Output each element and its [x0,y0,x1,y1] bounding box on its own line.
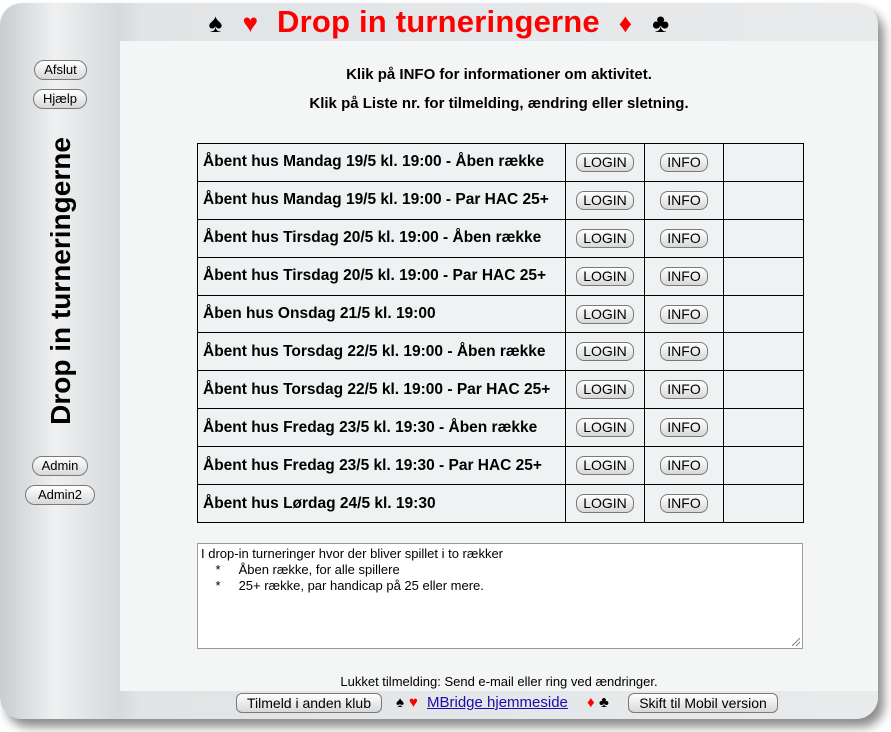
empty-cell [724,447,804,485]
table-row [198,181,804,219]
info-button[interactable]: INFO [660,342,707,361]
table-row [198,257,804,295]
heart-icon: ♥ [242,8,259,38]
info-button[interactable]: INFO [660,305,707,324]
page-title-text: Drop in turneringerne [277,4,600,39]
login-button[interactable]: LOGIN [576,380,634,399]
empty-cell [724,409,804,447]
event-name: Åbent hus Torsdag 22/5 kl. 19:00 - Åben række [198,333,566,371]
closed-registration-note: Lukket tilmelding: Send e-mail eller ring ved ændringer. [340,674,658,689]
help-button[interactable]: Hjælp [33,89,87,109]
empty-cell [724,144,804,182]
table-row [198,295,804,333]
table-row [198,371,804,409]
event-name: Åbent hus Fredag 23/5 kl. 19:30 - Åben række [198,409,566,447]
empty-cell [724,371,804,409]
heart-icon: ♥ [409,694,418,711]
login-button[interactable]: LOGIN [576,191,634,210]
event-name: Åbent hus Mandag 19/5 kl. 19:00 - Par HAC 25+ [198,181,566,219]
table-row [198,409,804,447]
event-name: Åben hus Onsdag 21/5 kl. 19:00 [198,295,566,333]
sidebar [0,41,120,691]
main-content [120,41,878,691]
vertical-title-text: Drop in turneringerne [45,137,76,425]
empty-cell [724,295,804,333]
spade-icon: ♠ [208,8,223,38]
club-icon: ♣ [599,694,609,711]
admin2-button[interactable]: Admin2 [25,485,95,505]
info-button[interactable]: INFO [660,418,707,437]
instruction-info: Klik på INFO for informationer om aktivitet. [346,66,652,83]
exit-button[interactable]: Afslut [34,60,87,80]
info-button[interactable]: INFO [660,153,707,172]
info-button[interactable]: INFO [660,267,707,286]
event-name: Åbent hus Mandag 19/5 kl. 19:00 - Åben række [198,144,566,182]
info-button[interactable]: INFO [660,380,707,399]
login-button[interactable]: LOGIN [576,229,634,248]
login-button[interactable]: LOGIN [576,342,634,361]
event-name: Åbent hus Tirsdag 20/5 kl. 19:00 - Par HAC 25+ [198,257,566,295]
diamond-icon: ♦ [587,694,595,711]
login-button[interactable]: LOGIN [576,418,634,437]
page-title [0,3,878,41]
event-name: Åbent hus Tirsdag 20/5 kl. 19:00 - Åben række [198,219,566,257]
other-club-button[interactable]: Tilmeld i anden klub [236,693,382,713]
empty-cell [724,219,804,257]
info-button[interactable]: INFO [660,191,707,210]
instruction-list: Klik på Liste nr. for tilmelding, ændring eller sletning. [309,95,689,112]
empty-cell [724,181,804,219]
login-button[interactable]: LOGIN [576,267,634,286]
login-button[interactable]: LOGIN [576,456,634,475]
empty-cell [724,333,804,371]
events-table [197,143,804,523]
empty-cell [724,485,804,523]
empty-cell [724,257,804,295]
info-button[interactable]: INFO [660,456,707,475]
diamond-icon: ♦ [618,8,633,38]
spade-icon: ♠ [396,694,404,711]
event-name: Åbent hus Torsdag 22/5 kl. 19:00 - Par HAC 25+ [198,371,566,409]
info-button[interactable]: INFO [660,229,707,248]
event-name: Åbent hus Fredag 23/5 kl. 19:30 - Par HAC 25+ [198,447,566,485]
table-row [198,485,804,523]
event-name: Åbent hus Lørdag 24/5 kl. 19:30 [198,485,566,523]
table-row [198,333,804,371]
info-button[interactable]: INFO [660,494,707,513]
login-button[interactable]: LOGIN [576,494,634,513]
table-row [198,447,804,485]
login-button[interactable]: LOGIN [576,305,634,324]
info-textarea[interactable] [197,543,803,649]
info-text: I drop-in turneringer hvor der bliver spillet i to rækker * Åben række, for alle spillere * 25+ række, par handicap på 25 eller mere. [201,546,504,593]
table-row [198,219,804,257]
resize-grip-icon[interactable] [792,638,800,646]
mobile-version-button[interactable]: Skift til Mobil version [628,693,778,713]
login-button[interactable]: LOGIN [576,153,634,172]
vertical-title [31,125,91,437]
mbridge-home-link[interactable]: MBridge hjemmeside [427,694,568,711]
table-row [198,144,804,182]
club-icon: ♣ [652,8,670,38]
admin-button[interactable]: Admin [32,456,88,476]
footer [0,691,878,715]
